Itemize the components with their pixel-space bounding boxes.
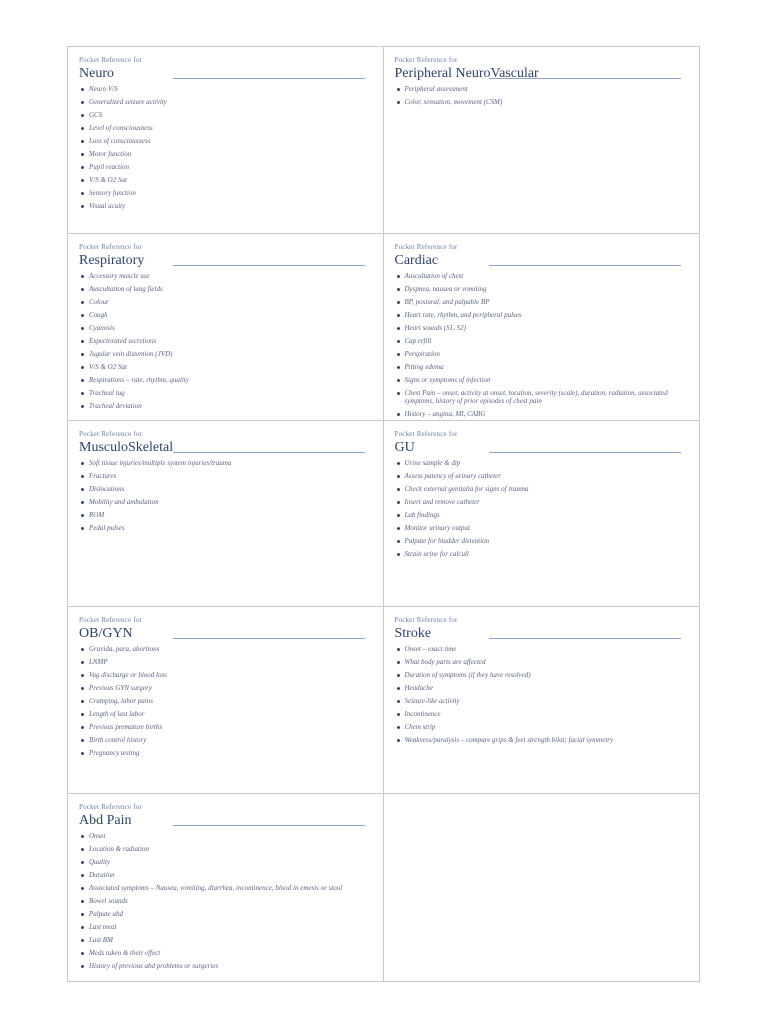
reference-card-respiratory <box>68 234 384 421</box>
list-item: Vag discharge or blood loss <box>79 671 373 679</box>
list-item: Birth control history <box>79 736 373 744</box>
card-title: Cardiac <box>394 252 439 268</box>
item-list <box>395 272 690 418</box>
list-item: Insert and remove catheter <box>395 498 690 506</box>
item-list <box>79 85 373 210</box>
card-title: MusculoSkeletal <box>79 439 174 455</box>
reference-card-cardiac <box>384 234 700 421</box>
list-item: Signs or symptoms of infection <box>395 376 690 384</box>
reference-card-gu <box>384 421 700 608</box>
list-item: Mobility and ambulation <box>79 498 373 506</box>
list-item: Onset – exact time <box>395 645 690 653</box>
list-item: LNMP <box>79 658 373 666</box>
card-prefix: Pocket Reference for <box>79 429 143 438</box>
list-item: Onset <box>79 832 373 840</box>
list-item: Neuro V/S <box>79 85 373 93</box>
reference-card-abd-pain <box>68 794 384 981</box>
list-item: Pupil reaction <box>79 163 373 171</box>
list-item: Length of last labor <box>79 710 373 718</box>
list-item: History of previous abd problems or surgeries <box>79 962 373 970</box>
list-item: V/S & O2 Sat <box>79 176 373 184</box>
card-prefix: Pocket Reference for <box>394 56 458 64</box>
list-item: Expectorated secretions <box>79 337 373 345</box>
list-item: History – angina, MI, CABG <box>395 410 690 418</box>
list-item: Dyspnea, nausea or vomiting <box>395 285 690 293</box>
list-item: Visual acuity <box>79 202 373 210</box>
list-item: Tracheal deviation <box>79 402 373 410</box>
list-item: Loss of consciousness <box>79 137 373 145</box>
empty-card <box>384 794 700 981</box>
reference-card-stroke <box>384 607 700 794</box>
list-item: Meds taken & their effect <box>79 949 373 957</box>
list-item: Peripheral assessment <box>395 85 690 93</box>
list-item: Previous GYN surgery <box>79 684 373 692</box>
card-title: Neuro <box>79 66 114 81</box>
reference-card-ob-gyn <box>68 607 384 794</box>
card-title: GU <box>394 439 415 455</box>
list-item: Previous premature births <box>79 723 373 731</box>
list-item: Chem strip <box>395 723 690 731</box>
item-list <box>395 645 690 744</box>
list-item: Colour <box>79 298 373 306</box>
list-item: Tracheal tug <box>79 389 373 397</box>
list-item: ROM <box>79 511 373 519</box>
list-item: Bowel sounds <box>79 897 373 905</box>
list-item: Last BM <box>79 936 373 944</box>
list-item: Auscultation of chest <box>395 272 690 280</box>
item-list <box>395 459 690 558</box>
card-prefix: Pocket Reference for <box>79 803 143 812</box>
list-item: Last meal <box>79 923 373 931</box>
list-item: Pregnancy testing <box>79 749 373 757</box>
list-item: Auscultation of lung fields <box>79 285 373 293</box>
card-prefix: Pocket Reference for <box>79 616 143 625</box>
list-item: Urine sample & dip <box>395 459 690 467</box>
list-item: Assess patency of urinary catheter <box>395 472 690 480</box>
list-item: Heart rate, rhythm, and peripheral pulses <box>395 311 690 319</box>
list-item: Level of consciousness <box>79 124 373 132</box>
list-item: Cyanosis <box>79 324 373 332</box>
list-item: Motor function <box>79 150 373 158</box>
list-item: Dislocations <box>79 485 373 493</box>
list-item: Color, sensation, movement (CSM) <box>395 98 690 106</box>
item-list <box>395 85 690 106</box>
list-item: Quality <box>79 858 373 866</box>
list-item: Check external genitalia for signs of trauma <box>395 485 690 493</box>
card-prefix: Pocket Reference for <box>394 242 458 251</box>
reference-card-peripheral-neurovascular <box>384 47 700 234</box>
list-item: Associated symptoms – Nausea, vomiting, diarrhea, incontinence, blood in emesis or stool <box>79 884 373 892</box>
list-item: Lab findings <box>395 511 690 519</box>
list-item: GCS <box>79 111 373 119</box>
item-list <box>79 832 373 970</box>
list-item: Jugular vein distention (JVD) <box>79 350 373 358</box>
list-item: Seizure-like activity <box>395 697 690 705</box>
reference-card-sheet <box>67 46 700 982</box>
list-item: Palpate for bladder distention <box>395 537 690 545</box>
list-item: Headache <box>395 684 690 692</box>
card-title: OB/GYN <box>79 626 133 642</box>
card-title: Abd Pain <box>79 813 132 829</box>
card-prefix: Pocket Reference for <box>79 242 143 251</box>
card-prefix: Pocket Reference for <box>79 56 143 64</box>
list-item: Soft tissue injuries/multiple system injuries/trauma <box>79 459 373 467</box>
list-item: Location & radiation <box>79 845 373 853</box>
list-item: Pitting edema <box>395 363 690 371</box>
list-item: Duration of symptoms (if they have resolved) <box>395 671 690 679</box>
list-item: Heart sounds (S1, S2) <box>395 324 690 332</box>
list-item: Pedal pulses <box>79 524 373 532</box>
card-prefix: Pocket Reference for <box>394 429 458 438</box>
list-item: Fractures <box>79 472 373 480</box>
card-title: Peripheral NeuroVascular <box>394 66 539 81</box>
card-prefix: Pocket Reference for <box>394 616 458 625</box>
list-item: Cramping, labor pains <box>79 697 373 705</box>
list-item: Cough <box>79 311 373 319</box>
reference-card-musculoskeletal <box>68 421 384 608</box>
card-title: Stroke <box>394 626 432 642</box>
list-item: Chest Pain – onset, activity at onset, location, severity (scale), duration, radiation, associated symptoms, history of prior episodes of chest pain <box>395 389 690 405</box>
item-list <box>79 459 373 532</box>
list-item: Gravida, para, abortions <box>79 645 373 653</box>
list-item: Generalized seizure activity <box>79 98 373 106</box>
item-list <box>79 272 373 410</box>
card-title: Respiratory <box>79 252 145 268</box>
list-item: Strain urine for calculi <box>395 550 690 558</box>
list-item: V/S & O2 Sat <box>79 363 373 371</box>
list-item: BP, postural, and palpable BP <box>395 298 690 306</box>
list-item: Incontinence <box>395 710 690 718</box>
item-list <box>79 645 373 757</box>
list-item: Perspiration <box>395 350 690 358</box>
list-item: Sensory function <box>79 189 373 197</box>
list-item: Duration <box>79 871 373 879</box>
list-item: Respirations – rate, rhythm, quality <box>79 376 373 384</box>
reference-card-neuro <box>68 47 384 234</box>
list-item: What body parts are affected <box>395 658 690 666</box>
list-item: Monitor urinary output <box>395 524 690 532</box>
list-item: Accessory muscle use <box>79 272 373 280</box>
list-item: Weakness/paralysis – compare grips & feet strength bilat; facial symmetry <box>395 736 690 744</box>
list-item: Cap refill <box>395 337 690 345</box>
list-item: Palpate abd <box>79 910 373 918</box>
